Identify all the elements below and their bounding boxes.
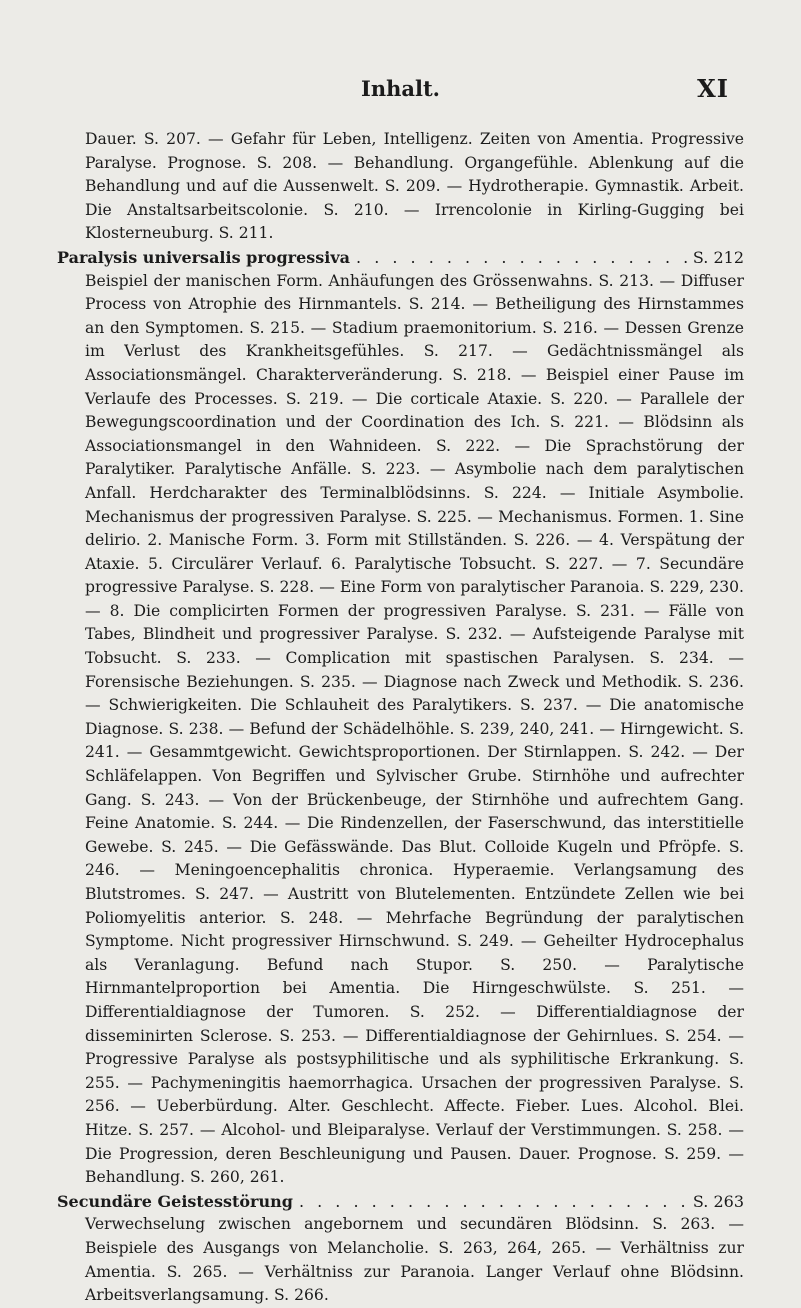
leader-dots	[350, 246, 693, 270]
toc-entry-heading	[57, 1190, 744, 1214]
leader-dots	[293, 1190, 693, 1214]
page-number: XI	[697, 74, 729, 103]
toc-entry-secundaere	[57, 1190, 744, 1308]
toc-entry-body: Beispiel der manischen Form. Anhäufungen des Grössenwahns. S. 213. — Diffuser Process von Atrophie des Hirnmantels. S. 214. — Betheiligung des Hirnstammes an den Symptomen. S. 215. — Stadium praemonitorium. S. 216. — Dessen Grenze im Verlust des Krankheitsgefühles. S. 217. — Gedächtnissmängel als Associationsmängel. Charakterveränderung. S. 218. — Beispiel einer Pause im Verlaufe des Processes. S. 219. — Die corticale Ataxie. S. 220. — Parallele der Bewegungscoordination und der Coordination des Ich. S. 221. — Blödsinn als Associationsmangel in den Wahnideen. S. 222. — Die Sprachstörung der Paralytiker. Paralytische Anfälle. S. 223. — Asymbolie nach dem paralytischen Anfall. Herdcharakter des Terminalblödsinns. S. 224. — Initiale Asymbolie. Mechanismus der progressiven Paralyse. S. 225. — Mechanismus. Formen. 1. Sine delirio. 2. Manische Form. 3. Form mit Stillständen. S. 226. — 4. Verspätung der Ataxie. 5. Circulärer Verlauf. 6. Paralytische Tobsucht. S. 227. — 7. Secundäre progressive Paralyse. S. 228. — Eine Form von paralytischer Paranoia. S. 229, 230. — 8. Die complicirten Formen der progressiven Paralyse. S. 231. — Fälle von Tabes, Blindheit und progressiver Paralyse. S. 232. — Aufsteigende Paralyse mit Tobsucht. S. 233. — Complication mit spastischen Paralysen. S. 234. — Forensische Beziehungen. S. 235. — Diagnose nach Zweck und Methodik. S. 236. — Schwierigkeiten. Die Schlauheit des Paralytikers. S. 237. — Die anatomische Diagnose. S. 238. — Befund der Schädelhöhle. S. 239, 240, 241. — Hirngewicht. S. 241. — Gesammtgewicht. Gewichtsproportionen. Der Stirnlappen. S. 242. — Der Schläfelappen. Von Begriffen und Sylvischer Grube. Stirnhöhe und aufrechter Gang. S. 243. — Von der Brückenbeuge, der Stirnhöhe und aufrechtem Gang. Feine Anatomie. S. 244. — Die Rindenzellen, der Faserschwund, das interstitielle Gewebe. S. 245. — Die Gefässwände. Das Blut. Colloide Kugeln und Pfröpfe. S. 246. — Meningoencephalitis chronica. Hyperaemie. Verlangsamung des Blutstromes. S. 247. — Austritt von Blutelementen. Entzündete Zellen wie bei Poliomyelitis anterior. S. 248. — Mehrfache Begründung der paralytischen Symptome. Nicht progressiver Hirnschwund. S. 249. — Geheilter Hydrocephalus als Veranlagung. Befund nach Stupor. S. 250. — Paralytische Hirnmantelproportion bei Amentia. Die Hirngeschwülste. S. 251. — Differentialdiagnose der Tumoren. S. 252. — Differentialdiagnose der disseminirten Sclerose. S. 253. — Differentialdiagnose der Gehirnlues. S. 254. — Progressive Paralyse als postsyphilitische und als syphilitische Erkrankung. S. 255. — Pachymeningitis haemorrhagica. Ursachen der progressiven Paralyse. S. 256. — Ueberbürdung. Alter. Geschlecht. Affecte. Fieber. Lues. Alcohol. Blei. Hitze. S. 257. — Alcohol- und Bleiparalyse. Verlauf der Verstimmungen. S. 258. — Die Progression, deren Beschleunigung und Pausen. Dauer. Prognose. S. 259. — Behandlung. S. 260, 261.	[85, 271, 744, 1187]
running-title: Inhalt.	[361, 76, 440, 101]
toc-entry-body: Verwechselung zwischen angebornem und secundären Blödsinn. S. 263. — Beispiele des Ausgangs von Melancholie. S. 263, 264, 265. — Verhältniss zur Amentia. S. 265. — Verhältniss zur Paranoia. Langer Verlauf ohne Blödsinn. Arbeitsverlangsamung. S. 266.	[85, 1215, 744, 1305]
toc-entry-title: Paralysis universalis progressiva	[57, 247, 351, 267]
page-header	[0, 70, 801, 110]
table-of-contents	[57, 128, 744, 1308]
toc-entry-paralysis	[57, 246, 744, 1190]
toc-intro-paragraph: Dauer. S. 207. — Gefahr für Leben, Intelligenz. Zeiten von Amentia. Progressive Paralyse. Prognose. S. 208. — Behandlung. Organgefühle. Ablenkung auf die Behandlung und auf die Aussenwelt. S. 209. — Hydrotherapie. Gymnastik. Arbeit. Die Anstaltsarbeitscolonie. S. 210. — Irrencolonie in Kirling-Gugging bei Klosterneuburg. S. 211.	[85, 130, 744, 243]
toc-entry-page: S. 263	[692, 1191, 744, 1211]
toc-entry-heading	[57, 246, 744, 270]
toc-entry-title: Secundäre Geistesstörung	[57, 1191, 293, 1211]
toc-entry-page: S. 212	[692, 247, 744, 267]
